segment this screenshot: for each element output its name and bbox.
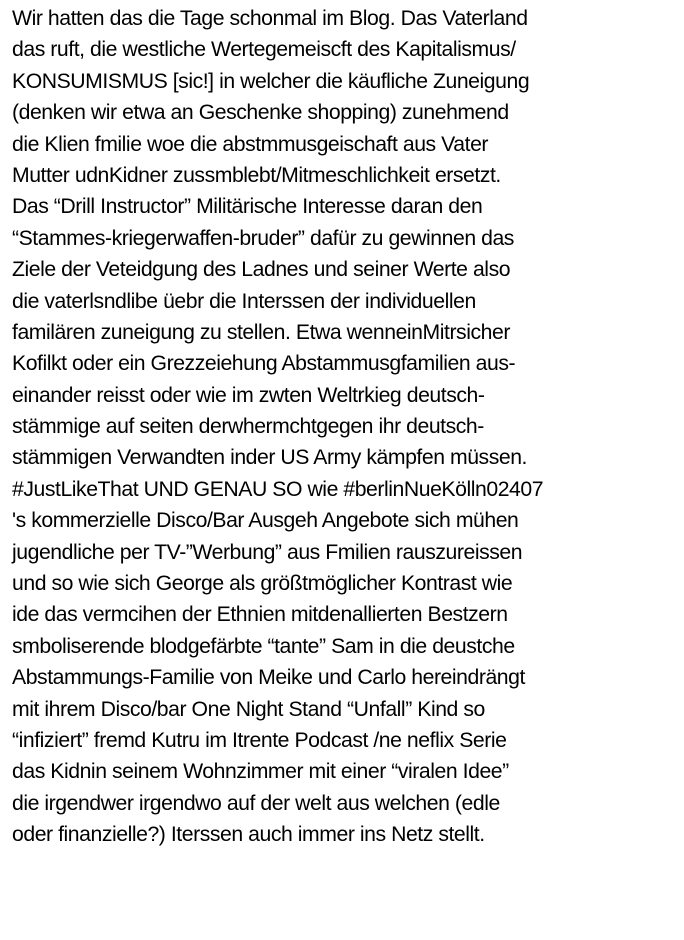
text-line-4: (denken wir etwa an Geschenke shopping) zunehmend bbox=[12, 100, 509, 125]
text-line-26: die irgendwer irgendwo auf der welt aus welchen (edle bbox=[12, 790, 500, 815]
text-line-7: Das “Drill Instructor” Militärische Interesse daran den bbox=[12, 194, 483, 219]
text-line-15: stämmigen Verwandten inder US Army kämpfen müssen. bbox=[12, 445, 528, 470]
text-line-16: #JustLikeThat UND GENAU SO wie #berlinNueKölln02407 bbox=[12, 476, 544, 501]
text-line-9: Ziele der Veteidgung des Ladnes und seiner Werte also bbox=[12, 257, 511, 282]
text-line-11: familären zuneigung zu stellen. Etwa wenneinMitrsicher bbox=[12, 319, 510, 344]
text-line-17: 's kommerzielle Disco/Bar Ausgeh Angebote sich mühen bbox=[12, 508, 519, 533]
text-line-10: die vaterlsndlibe üebr die Interssen der individuellen bbox=[12, 288, 476, 313]
text-line-6: Mutter udnKidner zussmblebt/Mitmeschlichkeit ersetzt. bbox=[12, 162, 501, 187]
text-line-14: stämmige auf seiten derwhermchtgegen ihr deutsch- bbox=[12, 414, 484, 439]
document-text bbox=[12, 3, 684, 851]
text-line-19: und so wie sich George als größtmöglicher Kontrast wie bbox=[12, 571, 513, 596]
text-line-1: Wir hatten das die Tage schonmal im Blog. Das Vaterland bbox=[12, 6, 528, 30]
text-line-22: Abstammungs-Familie von Meike und Carlo hereindrängt bbox=[12, 665, 525, 690]
text-line-25: das Kidnin seinem Wohnzimmer mit einer “viralen Idee” bbox=[12, 759, 509, 784]
text-line-27: oder finanzielle?) Iterssen auch immer ins Netz stellt. bbox=[12, 822, 485, 847]
text-line-3: KONSUMISMUS [sic!] in welcher die käufliche Zuneigung bbox=[12, 68, 530, 93]
text-line-2: das ruft, die westliche Wertegemeiscft des Kapitalismus/ bbox=[12, 37, 516, 62]
text-line-5: die Klien fmilie woe die abstmmusgeischaft aus Vater bbox=[12, 131, 489, 156]
text-line-23: mit ihrem Disco/bar One Night Stand “Unfall” Kind so bbox=[12, 696, 485, 721]
text-line-13: einander reisst oder wie im zwten Weltrkieg deutsch- bbox=[12, 382, 485, 407]
text-line-20: ide das vermcihen der Ethnien mitdenallierten Bestzern bbox=[12, 602, 508, 627]
text-line-21: smboliserende blodgefärbte “tante” Sam in die deustche bbox=[12, 633, 515, 658]
text-line-18: jugendliche per TV-”Werbung” aus Fmilien rauszureissen bbox=[12, 539, 523, 564]
text-line-8: “Stammes-kriegerwaffen-bruder” dafür zu gewinnen das bbox=[12, 225, 514, 250]
text-line-12: Kofilkt oder ein Grezzeiehung Abstammusgfamilien aus- bbox=[12, 351, 516, 376]
text-line-24: “infiziert” fremd Kutru im Itrente Podcast /ne neflix Serie bbox=[12, 727, 507, 752]
